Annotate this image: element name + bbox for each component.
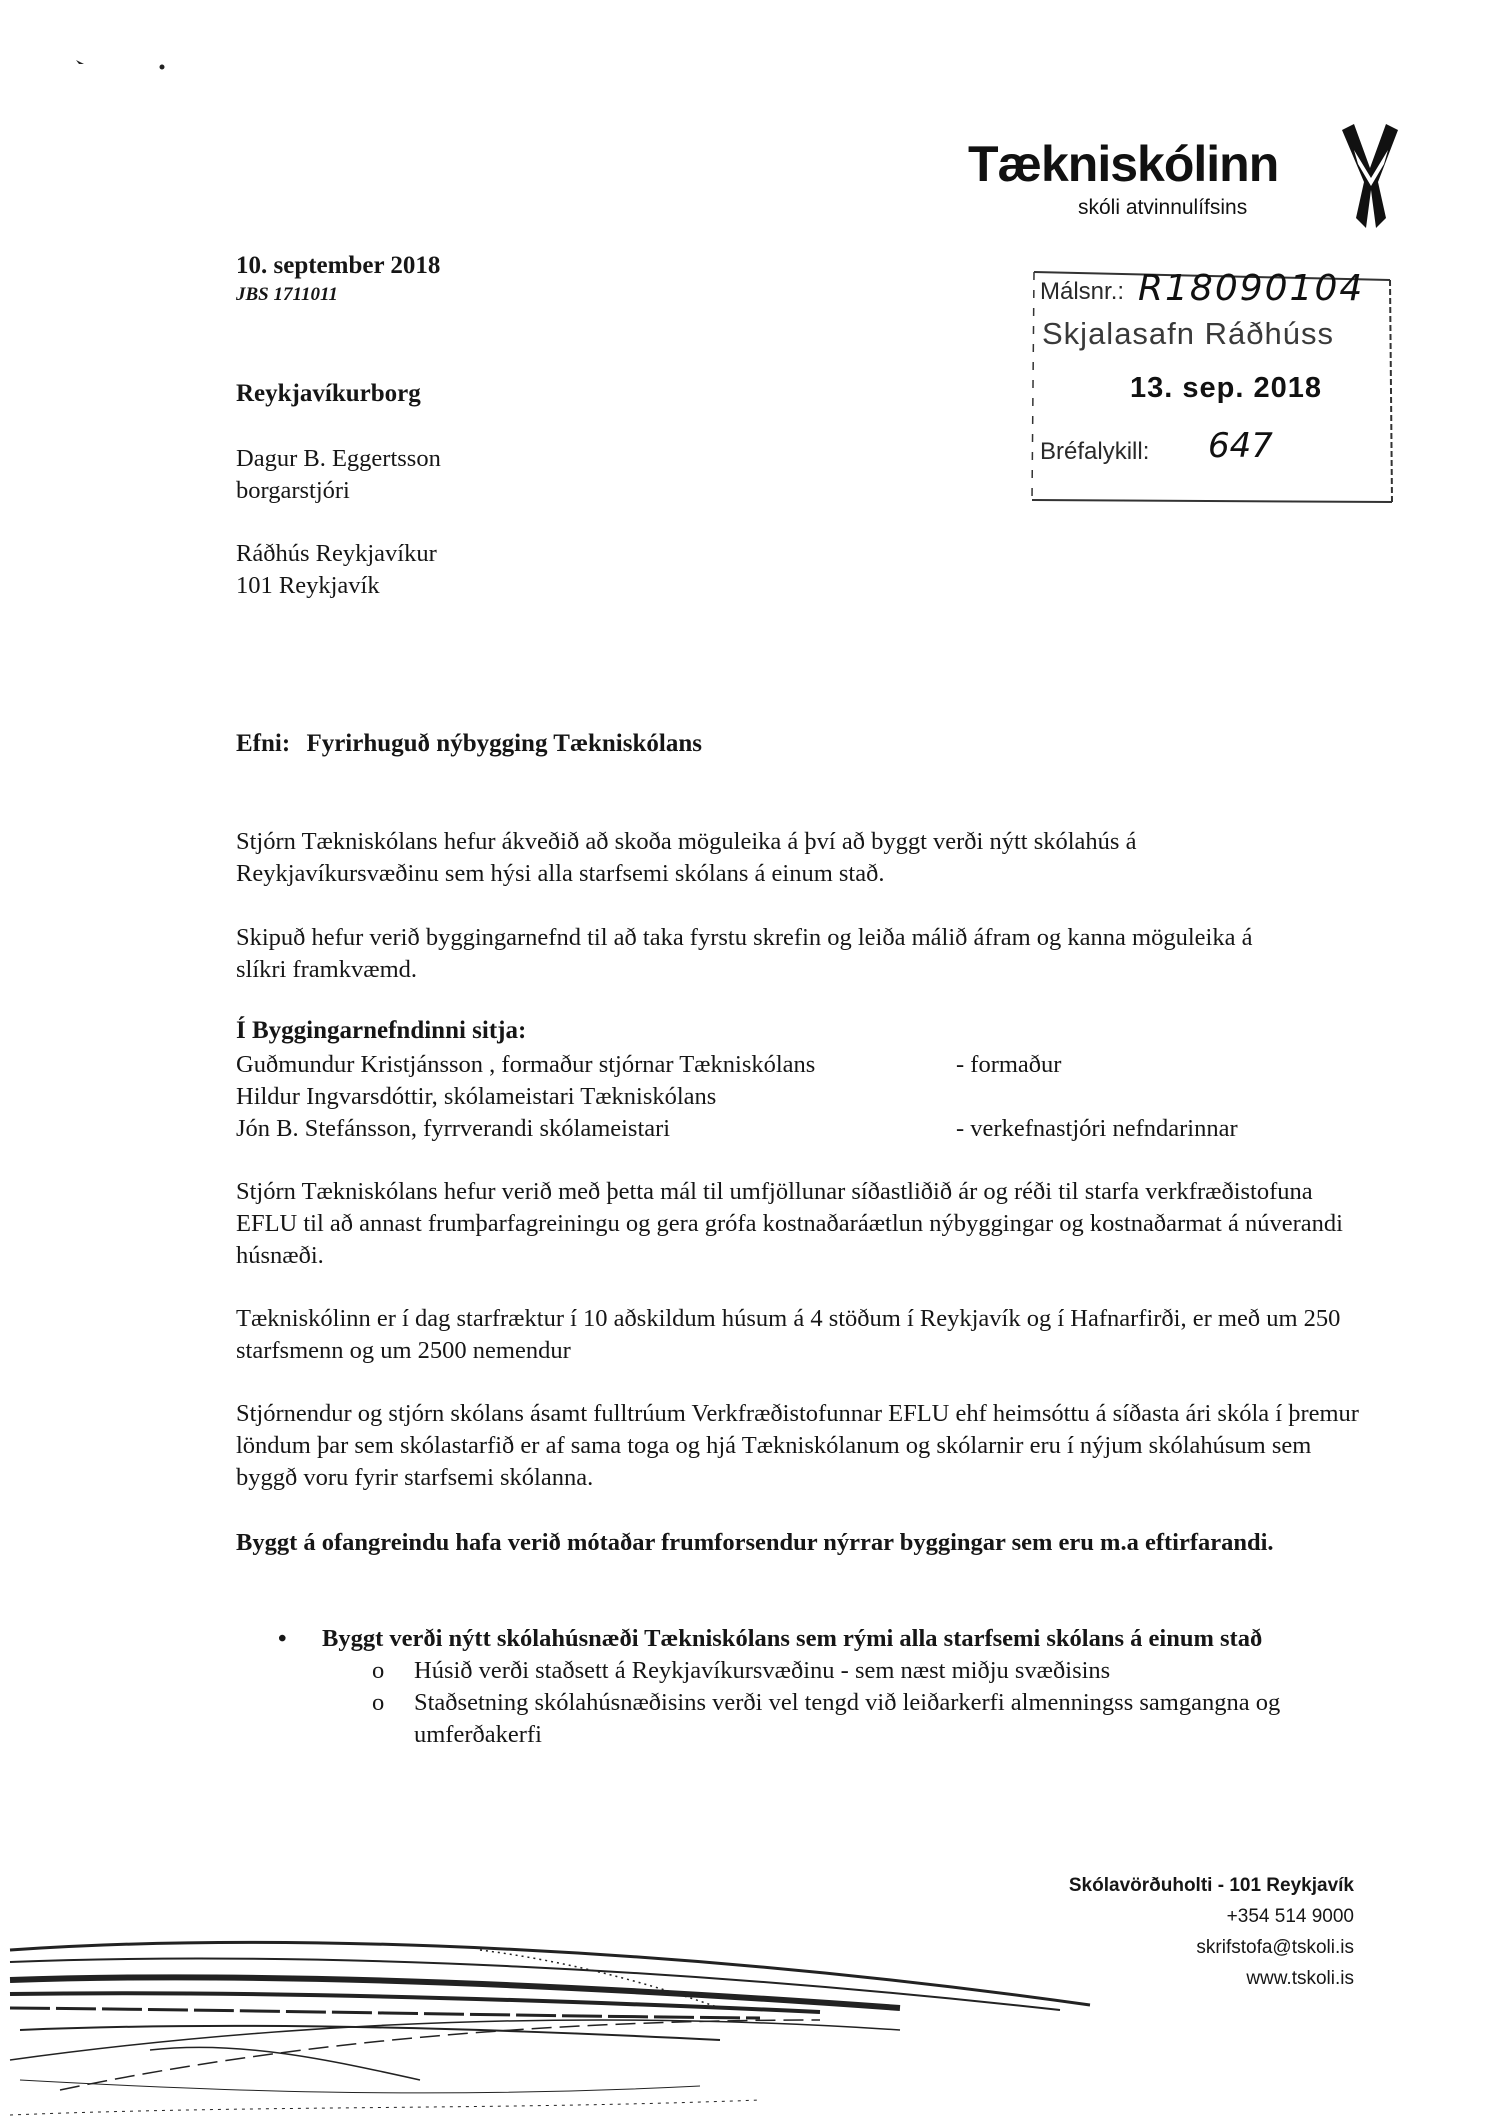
footer-swoosh-decoration [0,1890,1500,2123]
paragraph-4: Tækniskólinn er í dag starfræktur í 10 aðskildum húsum á 4 stöðum í Reykjavík og í Hafnarfirði, er með um 250 starfsmenn og um 2500 nemendur [236,1305,1341,1364]
paragraph-1: Stjórn Tækniskólans hefur ákveðið að skoða möguleika á því að byggt verði nýtt skólahús á Reykjavíkursvæðinu sem hýsi alla starfsemi skólans á einum stað. [236,828,1137,887]
sub-bullet-circle-icon: o [372,1657,385,1684]
stamp-date: 13. sep. 2018 [1130,372,1322,404]
committee-member [236,1113,1238,1145]
bullet-list [278,1623,1358,1751]
member-role [956,1081,1238,1113]
member-role: - formaður [956,1051,1062,1078]
bullet-item [278,1623,1358,1655]
contact-phone: +354 514 9000 [1226,1906,1354,1927]
stamp-key-value: 647 [1208,426,1273,466]
sub-bullet-circle-icon: o [372,1689,385,1716]
stamp-key-label: Bréfalykill: [1040,438,1150,465]
bullet-dot-icon: • [278,1625,287,1652]
logo-mark-icon [1340,120,1402,230]
member-name: Hildur Ingvarsdóttir, skólameistari Tækniskólans [236,1083,717,1110]
member-role: - verkefnastjóri nefndarinnar [956,1115,1238,1142]
committee-member [236,1081,1238,1113]
address-line-1: Ráðhús Reykjavíkur [236,540,437,567]
contact-web: www.tskoli.is [1246,1968,1354,1989]
letter-date: 10. september 2018 [236,252,441,279]
member-name: Jón B. Stefánsson, fyrrverandi skólameistari [236,1115,671,1142]
subject-label: Efni: [236,730,291,757]
logo-tagline: skóli atvinnulífsins [1078,196,1248,219]
scan-speck [158,63,166,71]
committee-member [236,1049,1238,1081]
paragraph-5: Stjórnendur og stjórn skólans ásamt fulltrúum Verkfræðistofunnar EFLU ehf heimsóttu á síðasta ári skóla í þremur löndum þar sem skólastarfið er af sama toga og hjá Tækniskólanum og skólarnir eru í nýjum skólahúsum sem byggð voru fyrir starfsemi skólanna. [236,1400,1359,1491]
bullet-main-text: Byggt verði nýtt skólahúsnæði Tækniskólans sem rými alla starfsemi skólans á einum stað [322,1625,1263,1652]
committee-heading: Í Byggingarnefndinni sitja: [236,1017,527,1044]
letter-reference: JBS 1711011 [236,284,338,305]
sub-bullet-text: Húsið verði staðsett á Reykjavíkursvæðinu - sem næst miðju svæðisins [414,1657,1111,1684]
contact-address: Skólavörðuholti - 101 Reykjavík [1068,1875,1354,1896]
contact-email: skrifstofa@tskoli.is [1196,1937,1354,1958]
paragraph-6: Byggt á ofangreindu hafa verið mótaðar frumforsendur nýrrar byggingar sem eru m.a eftirfarandi. [236,1529,1274,1556]
subject-text: Fyrirhuguð nýbygging Tækniskólans [306,730,702,757]
sub-bullet-item [278,1655,1358,1687]
subject-line [236,730,702,758]
logo-name: Tækniskólinn [968,136,1279,192]
stamp-case-label: Málsnr.: [1040,278,1125,305]
stamp-archive: Skjalasafn Ráðhúss [1042,316,1334,351]
paragraph-3: Stjórn Tækniskólans hefur verið með þetta mál til umfjöllunar síðastliðið ár og réði til starfa verkfræðistofuna EFLU til að annast frumþarfagreiningu og gera grófa kostnaðaráætlun nýbyggingar og kostnaðarmat á núverandi húsnæði. [236,1178,1343,1269]
sub-bullet-text: Staðsetning skólahúsnæðisins verði vel tengd við leiðarkerfi almenningss samgangna og umferðakerfi [414,1689,1281,1748]
committee-table [236,1049,1238,1145]
received-stamp [1030,266,1396,504]
recipient-name: Dagur B. Eggertsson [236,445,441,472]
address-line-2: 101 Reykjavík [236,572,380,599]
sub-bullet-item [278,1687,1358,1751]
recipient-org: Reykjavíkurborg [236,380,421,407]
member-name: Guðmundur Kristjánsson , formaður stjórnar Tækniskólans [236,1051,816,1078]
recipient-title: borgarstjóri [236,477,350,504]
stamp-case-number: R18090104 [1138,268,1365,309]
scan-speck [76,58,86,66]
paragraph-2: Skipuð hefur verið byggingarnefnd til að taka fyrstu skrefin og leiða málið áfram og kanna möguleika á slíkri framkvæmd. [236,924,1253,983]
